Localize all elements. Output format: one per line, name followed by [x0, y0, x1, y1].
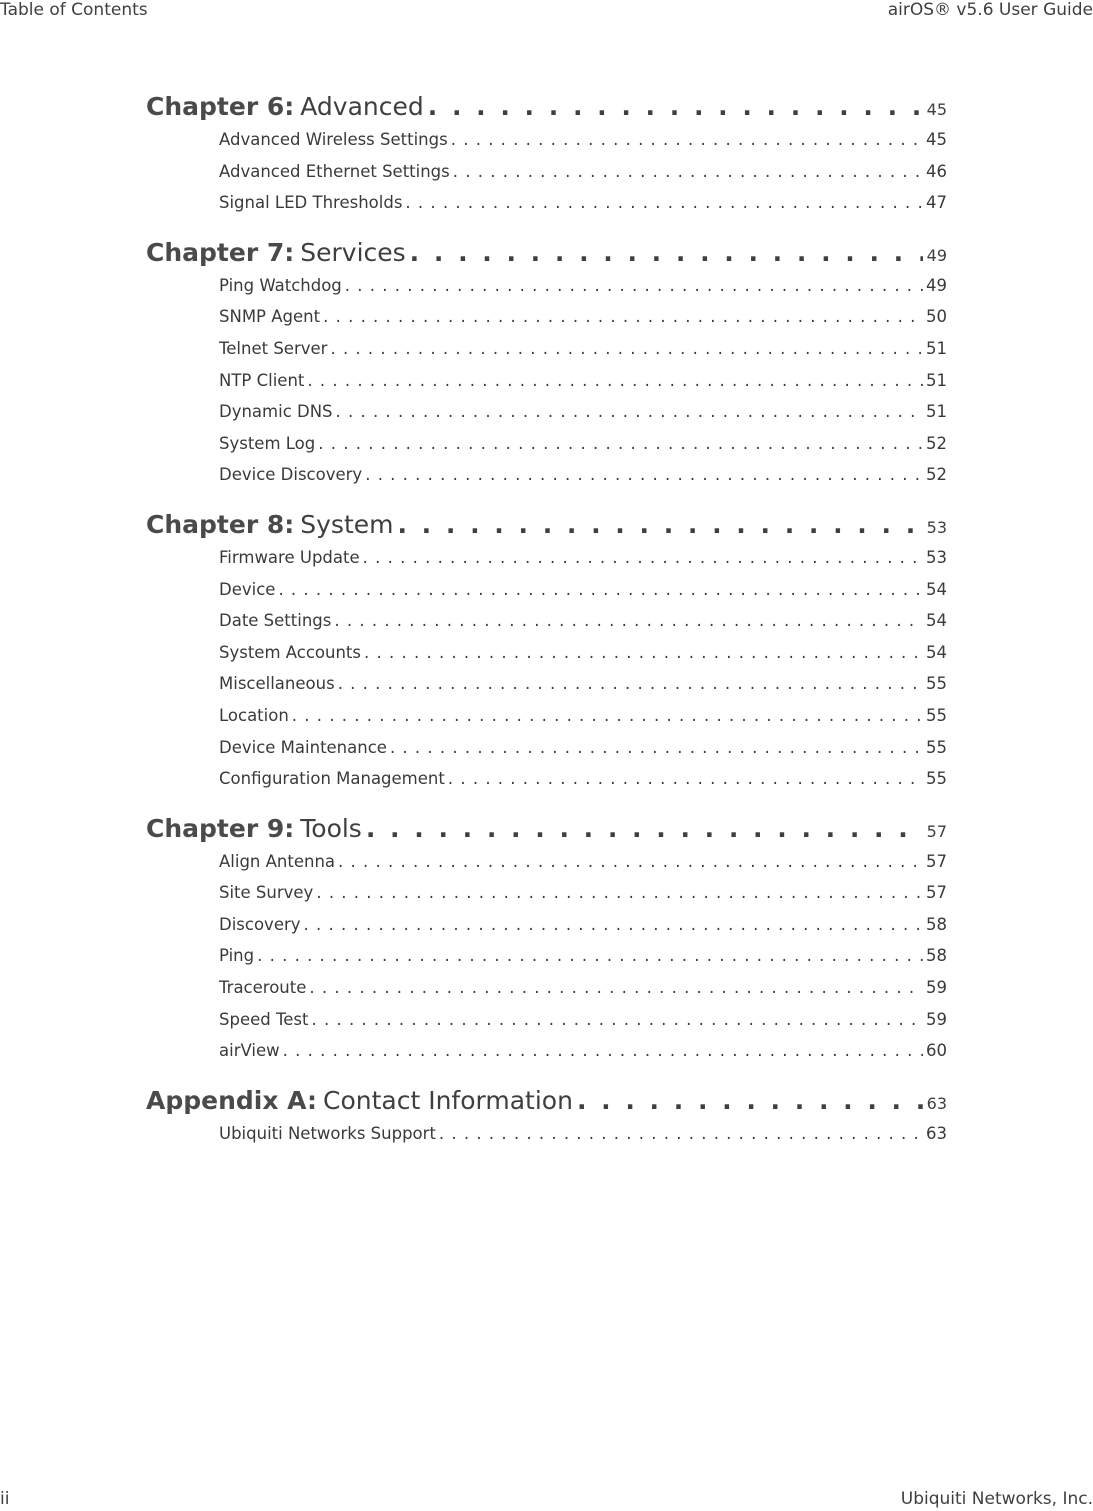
chapter-title: Services: [300, 237, 406, 267]
toc-chapter: [146, 238, 947, 497]
dot-leader: [334, 611, 923, 630]
dot-leader: [428, 92, 923, 121]
toc-section-entry[interactable]: [146, 1041, 947, 1073]
section-title: Advanced Ethernet Settings: [219, 161, 450, 181]
chapter-page-number: 45: [926, 100, 947, 119]
dot-leader: [345, 276, 923, 295]
chapter-page-number: 49: [926, 245, 947, 265]
section-page-number: 51: [926, 402, 947, 422]
dot-leader: [307, 371, 923, 390]
dot-leader: [453, 162, 923, 181]
section-page-number: 59: [926, 978, 947, 998]
section-page-number: 45: [926, 130, 947, 149]
section-page-number: 53: [926, 547, 947, 567]
chapter-page-number: 53: [926, 517, 947, 537]
dot-leader: [283, 1041, 923, 1060]
table-of-contents: [146, 92, 947, 1168]
toc-section-entry[interactable]: [146, 339, 947, 371]
section-page-number: 52: [926, 465, 947, 485]
section-title: Align Antenna: [219, 851, 336, 871]
toc-section-entry[interactable]: [146, 643, 947, 675]
section-title: System Log: [219, 433, 316, 453]
toc-section-entry[interactable]: [146, 1124, 947, 1156]
dot-leader: [309, 978, 923, 997]
section-page-number: 46: [926, 161, 947, 181]
toc-section-entry[interactable]: [146, 130, 947, 162]
toc-section-entry[interactable]: [146, 674, 947, 706]
toc-section-entry[interactable]: [146, 611, 947, 643]
footer-company: Ubiquiti Networks, Inc.: [900, 1489, 1093, 1509]
section-page-number: 55: [926, 737, 947, 757]
section-page-number: 58: [926, 914, 947, 934]
section-title: NTP Client: [219, 370, 305, 390]
section-title: Device Maintenance: [219, 737, 387, 757]
section-page-number: 63: [926, 1123, 947, 1143]
toc-section-entry[interactable]: [146, 548, 947, 580]
dot-leader: [365, 465, 923, 484]
dot-leader: [323, 307, 923, 326]
dot-leader: [366, 814, 923, 843]
chapter-label: Chapter 9:: [146, 813, 295, 843]
toc-section-entry[interactable]: [146, 769, 947, 801]
section-page-number: 55: [926, 705, 947, 725]
dot-leader: [257, 946, 923, 965]
chapter-title: Contact Information: [323, 1085, 573, 1115]
dot-leader: [439, 1124, 923, 1143]
dot-leader: [330, 339, 923, 358]
chapter-label: Appendix A:: [146, 1085, 317, 1115]
toc-chapter-entry[interactable]: [146, 92, 947, 130]
section-page-number: 54: [926, 579, 947, 599]
chapter-title: System: [300, 509, 394, 539]
toc-chapter-entry[interactable]: [146, 238, 947, 276]
toc-chapter-entry[interactable]: [146, 814, 947, 852]
toc-section-entry[interactable]: [146, 852, 947, 884]
section-title: Dynamic DNS: [219, 402, 333, 422]
toc-section-entry[interactable]: [146, 307, 947, 339]
dot-leader: [448, 769, 923, 788]
toc-chapter: [146, 510, 947, 801]
section-title: Ping: [219, 946, 255, 966]
toc-section-entry[interactable]: [146, 738, 947, 770]
toc-chapter-entry[interactable]: [146, 1086, 947, 1124]
section-title: Device: [219, 579, 276, 599]
chapter-page-number: 57: [926, 821, 947, 841]
section-title: Firmware Update: [219, 547, 360, 567]
chapter-title: Advanced: [300, 92, 424, 121]
section-page-number: 55: [926, 674, 947, 694]
section-title: Configuration Management: [219, 769, 445, 789]
section-page-number: 49: [926, 275, 947, 295]
section-title: Signal LED Thresholds: [219, 193, 403, 213]
toc-section-entry[interactable]: [146, 580, 947, 612]
toc-section-entry[interactable]: [146, 371, 947, 403]
dot-leader: [451, 130, 923, 149]
section-page-number: 51: [926, 338, 947, 358]
toc-section-entry[interactable]: [146, 1010, 947, 1042]
toc-chapter-entry[interactable]: [146, 510, 947, 548]
dot-leader: [397, 510, 922, 539]
section-page-number: 52: [926, 433, 947, 453]
toc-section-entry[interactable]: [146, 193, 947, 225]
dot-leader: [390, 738, 923, 757]
dot-leader: [318, 434, 923, 453]
dot-leader: [410, 238, 923, 267]
section-title: System Accounts: [219, 642, 361, 662]
section-title: Telnet Server: [219, 338, 328, 358]
dot-leader: [311, 1010, 923, 1029]
section-title: Location: [219, 705, 289, 725]
dot-leader: [316, 883, 923, 902]
dot-leader: [338, 674, 923, 693]
dot-leader: [364, 643, 923, 662]
chapter-label: Chapter 7:: [146, 237, 295, 267]
toc-section-entry[interactable]: [146, 978, 947, 1010]
dot-leader: [304, 915, 923, 934]
dot-leader: [363, 548, 923, 567]
section-title: Ubiquiti Networks Support: [219, 1123, 436, 1143]
toc-section-entry[interactable]: [146, 276, 947, 308]
toc-chapter: [146, 814, 947, 1073]
section-title: Ping Watchdog: [219, 275, 342, 295]
dot-leader: [405, 193, 923, 212]
toc-section-entry[interactable]: [146, 946, 947, 978]
section-title: Speed Test: [219, 1009, 309, 1029]
dot-leader: [338, 852, 923, 871]
section-title: Miscellaneous: [219, 674, 335, 694]
toc-section-entry[interactable]: [146, 402, 947, 434]
toc-chapter: [146, 1086, 947, 1156]
section-title: airView: [219, 1041, 280, 1061]
toc-section-entry[interactable]: [146, 465, 947, 497]
section-title: Device Discovery: [219, 465, 363, 485]
section-title: Traceroute: [219, 978, 307, 998]
section-page-number: 59: [926, 1009, 947, 1029]
toc-section-entry[interactable]: [146, 162, 947, 194]
chapter-title: Tools: [300, 813, 362, 843]
section-page-number: 57: [926, 851, 947, 871]
dot-leader: [577, 1086, 923, 1115]
toc-chapter: [146, 92, 947, 225]
section-page-number: 50: [926, 307, 947, 327]
section-page-number: 54: [926, 642, 947, 662]
section-title: Discovery: [219, 914, 301, 934]
section-title: Date Settings: [219, 611, 332, 631]
toc-section-entry[interactable]: [146, 883, 947, 915]
toc-section-entry[interactable]: [146, 915, 947, 947]
section-page-number: 57: [926, 883, 947, 903]
section-page-number: 54: [926, 611, 947, 631]
section-title: SNMP Agent: [219, 307, 321, 327]
dot-leader: [336, 402, 923, 421]
dot-leader: [278, 580, 923, 599]
chapter-page-number: 63: [926, 1093, 947, 1113]
dot-leader: [292, 706, 923, 725]
chapter-label: Chapter 6:: [146, 92, 295, 121]
section-page-number: 58: [926, 946, 947, 966]
header-document-title: airOS® v5.6 User Guide: [887, 0, 1093, 20]
chapter-label: Chapter 8:: [146, 509, 295, 539]
section-page-number: 47: [926, 193, 947, 213]
section-page-number: 51: [926, 370, 947, 390]
section-page-number: 60: [926, 1041, 947, 1061]
page-number: ii: [0, 1489, 10, 1509]
header-section-title: Table of Contents: [0, 0, 148, 20]
toc-section-entry[interactable]: [146, 706, 947, 738]
toc-section-entry[interactable]: [146, 434, 947, 466]
section-title: Advanced Wireless Settings: [219, 130, 448, 149]
section-page-number: 55: [926, 769, 947, 789]
section-title: Site Survey: [219, 883, 314, 903]
